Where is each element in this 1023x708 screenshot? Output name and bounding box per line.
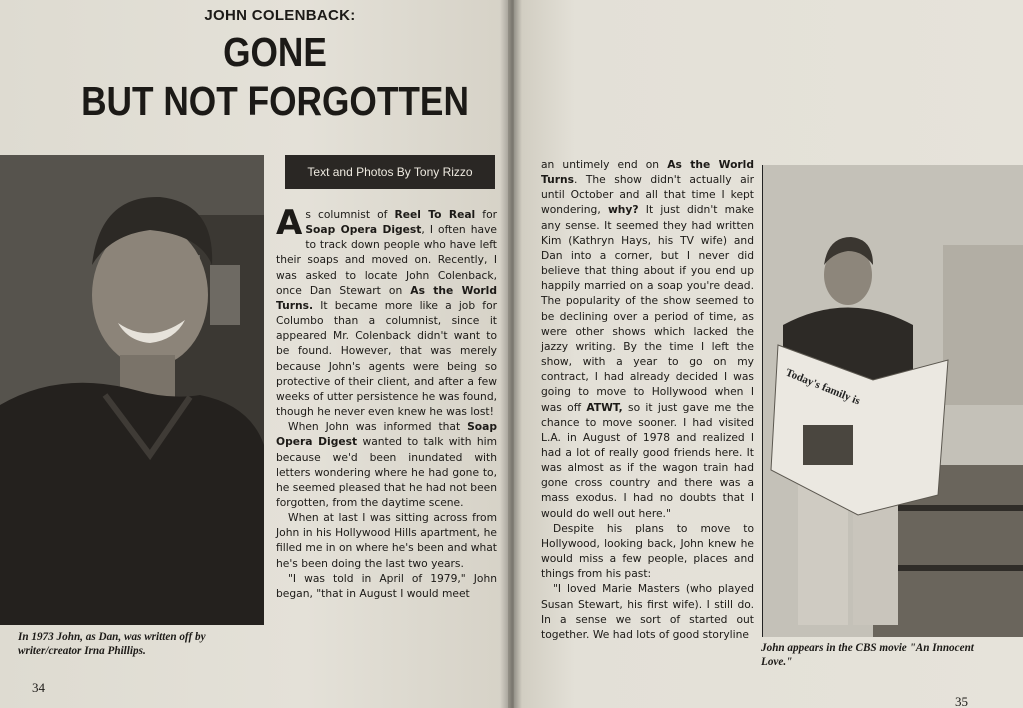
photo-john-newspaper bbox=[762, 165, 1023, 637]
book-gutter bbox=[500, 0, 522, 708]
headline-line-1: GONE bbox=[223, 29, 327, 75]
article-paragraph bbox=[276, 203, 497, 419]
page-number-left: 34 bbox=[32, 680, 45, 695]
text-run: It became more like a job for Columbo than a columnist, since it appeared Mr. Colenback didn't want to be found. However, that was merely because John's agents were being so protective of their client, and after a few weeks of utter persistence he was found, though he never even knew he was lost! bbox=[276, 298, 497, 419]
left-page bbox=[0, 0, 508, 708]
right-page bbox=[514, 0, 1023, 708]
text-run: It just didn't make any sense. It seemed they had written Kim (Kathryn Hays, his TV wife) and Dan into a corner, but I never did believe that thing about if you end up happily married on a soap you're dead. The popularity of the show seemed to be declining over a period of time, as were other shows which lacked the jazzy writing. By the time I left the show, with a year to go on my contract, I had already decided I was going to move to Hollywood when I was off bbox=[541, 203, 754, 414]
article-column-left bbox=[276, 203, 498, 601]
photo-caption-right: John appears in the CBS movie "An Innocent Love." bbox=[761, 642, 974, 668]
text-run: so it just gave me the chance to move sooner. I had visited L.A. in August of 1978 and realized I had a lot of really good friends here. It was almost as if the wagon train had gone cross country and there was a mass exodus. I had no doubts that I would do well out here." bbox=[541, 400, 754, 520]
bold-run: As the World Turns. bbox=[276, 283, 497, 312]
text-run: for bbox=[475, 208, 497, 221]
text-run: When John was informed that bbox=[288, 420, 468, 434]
article-paragraph: "I was told in April of 1979," John began, "that in August I would meet bbox=[276, 571, 497, 600]
photo-caption-left: In 1973 John, as Dan, was written off by writer/creator Irna Phillips. bbox=[18, 631, 206, 657]
drop-cap: A bbox=[276, 203, 303, 243]
newspaper-headline: Today's family is bbox=[783, 366, 862, 408]
article-paragraph bbox=[276, 419, 497, 510]
text-run: wanted to talk with him because we'd been inundated with letters wondering where he had gone to, he seemed pleased that he had not been forgotten, from the daytime scene. bbox=[276, 435, 498, 509]
text-run: , I often have to track down people who have left their soaps and moved on. Recently, I was asked to locate John Colenback, once Dan Stewart on bbox=[276, 223, 497, 297]
page-number-right: 35 bbox=[955, 694, 968, 708]
article-paragraph: "I loved Marie Masters (who played Susan Stewart, his first wife). I still do. In a sense we sort of started out together. We had lots of good storyline bbox=[541, 582, 754, 641]
text-run: s columnist of bbox=[305, 208, 395, 221]
bold-run: Reel To Real bbox=[394, 208, 476, 221]
text-run: an untimely end on bbox=[541, 158, 668, 171]
bold-run: Soap Opera Digest bbox=[305, 223, 422, 237]
bold-run: ATWT, bbox=[586, 400, 623, 414]
article-column-right bbox=[541, 157, 754, 642]
article-kicker: JOHN COLENBACK: bbox=[204, 7, 356, 24]
article-headline bbox=[73, 28, 477, 126]
text-run: . The show didn't actually air until October and all that time I kept wondering, bbox=[541, 173, 754, 217]
article-paragraph: When at last I was sitting across from John in his Hollywood Hills apartment, he filled me in on where he's been and what he's been doing the last two years. bbox=[276, 511, 497, 570]
article-paragraph bbox=[541, 157, 754, 521]
photo-credit-banner: Text and Photos By Tony Rizzo bbox=[285, 155, 495, 189]
portrait-illustration bbox=[0, 155, 264, 625]
bold-run: Soap Opera Digest bbox=[276, 420, 497, 449]
headline-line-2: BUT NOT FORGOTTEN bbox=[81, 78, 469, 124]
bold-run: As the World Turns bbox=[541, 158, 754, 187]
photo-john-portrait bbox=[0, 155, 264, 625]
bold-run: why? bbox=[607, 203, 639, 217]
newspaper-photo-illustration bbox=[763, 165, 1023, 637]
article-paragraph: Despite his plans to move to Hollywood, looking back, John knew he would miss a few people, places and things from his past: bbox=[541, 521, 754, 581]
